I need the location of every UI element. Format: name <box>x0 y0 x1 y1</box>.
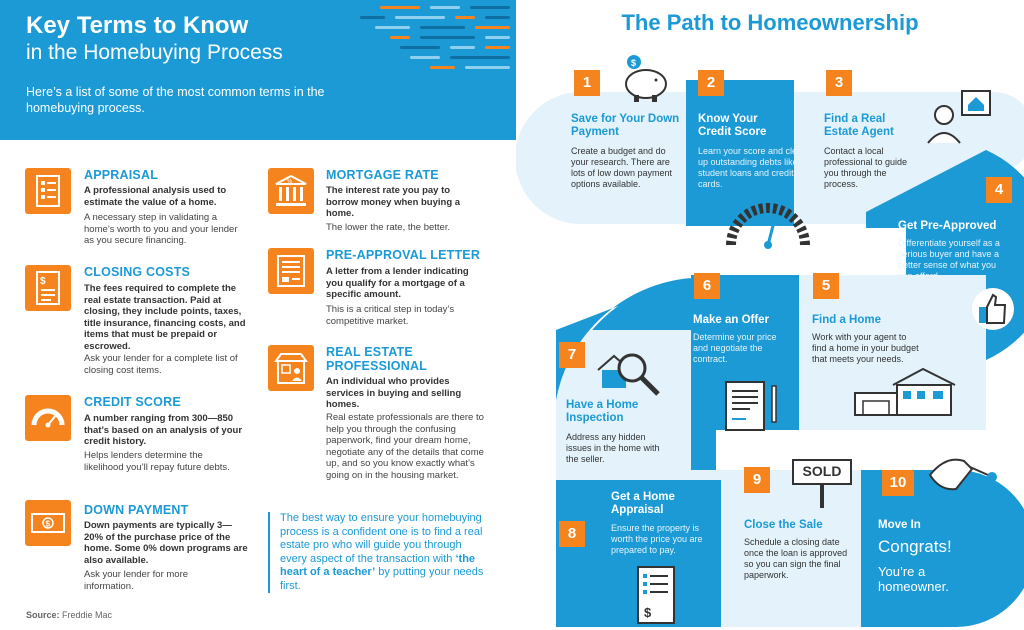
contract-pen-icon <box>724 380 784 437</box>
thumbs-up-icon <box>971 285 1015 338</box>
term-note-appraisal: A necessary step in validating a home’s worth to you and your lender as you secure financing. <box>84 212 238 246</box>
step-number-4: 4 <box>986 177 1012 203</box>
term-title-credit-score: CREDIT SCORE <box>84 395 181 409</box>
step-desc-7: Address any hidden issues in the home with the seller. <box>566 432 660 464</box>
step-desc-1: Create a budget and do your research. There are lots of low down payment options available. <box>571 146 673 189</box>
bank-percent-icon <box>268 168 314 214</box>
credit-gauge-icon <box>723 200 813 255</box>
svg-text:%: % <box>287 179 293 185</box>
step-title-2: Know Your Credit Score <box>698 113 767 138</box>
step-title-10: Move In <box>878 519 921 531</box>
step-title-4: Get Pre-Approved <box>898 220 997 232</box>
magnifier-house-icon <box>596 348 666 403</box>
sold-sign-text: SOLD <box>802 463 842 479</box>
svg-text:$: $ <box>40 276 46 287</box>
step-title-3: Find a Real Estate Agent <box>824 113 894 138</box>
step-desc-5: Work with your agent to find a home in your budget that meets your needs. <box>812 332 919 364</box>
storefront-agent-icon <box>268 345 314 391</box>
step-title-5: Find a Home <box>812 314 882 326</box>
source-label: Source: <box>26 610 60 620</box>
svg-text:$: $ <box>644 605 652 620</box>
quote-text-end: by putting your needs first. <box>280 566 484 592</box>
term-definition-mortgage-rate: The interest rate you pay to borrow money when buying a home. <box>326 185 461 219</box>
step-number-3: 3 <box>826 70 852 96</box>
key-terms-header <box>0 0 516 140</box>
term-definition-appraisal: A professional analysis used to estimate the value of a home. <box>84 185 227 208</box>
term-title-pre-approval-letter: PRE-APPROVAL LETTER <box>326 248 481 262</box>
source-value: Freddie Mac <box>62 610 113 620</box>
piggy-bank-icon <box>616 48 676 109</box>
step-title-9: Close the Sale <box>744 519 823 531</box>
step-desc-4: Differentiate yourself as a serious buyer and have a better sense of what you can afford. <box>898 238 1000 281</box>
step-desc-10-sub: You’re a homeowner. <box>878 564 949 594</box>
step-desc-8: Ensure the property is worth the price you are prepared to pay. <box>611 523 703 555</box>
step-number-2: 2 <box>698 70 724 96</box>
step-number-7: 7 <box>559 342 585 368</box>
step-number-8: 8 <box>559 521 585 547</box>
step-title-7: Have a Home Inspection <box>566 399 639 424</box>
term-title-closing-costs: CLOSING COSTS <box>84 265 191 279</box>
step-number-5: 5 <box>813 273 839 299</box>
quote-text: The best way to ensure your homebuying process is a confident one is to find a real estate pro who will guide you through every aspect of the transaction with <box>280 512 483 565</box>
house-icon <box>851 365 961 422</box>
term-note-down-payment: Ask your lender for more information. <box>84 569 189 592</box>
term-title-appraisal: APPRAISAL <box>84 168 159 182</box>
svg-text:$: $ <box>631 58 637 68</box>
term-definition-credit-score: A number ranging from 300—850 that’s based on an analysis of your credit history. <box>84 413 243 447</box>
step-number-1: 1 <box>574 70 600 96</box>
step-title-8: Get a Home Appraisal <box>611 491 675 516</box>
term-definition-down-payment: Down payments are typically 3—20% of the purchase price of the home. Some 0% down programs are also available. <box>84 520 248 566</box>
closing-costs-document-icon <box>25 265 71 311</box>
credit-score-gauge-icon <box>25 395 71 441</box>
term-note-mortgage-rate: The lower the rate, the better. <box>326 222 451 233</box>
pull-quote <box>268 512 486 593</box>
path-title: The Path to Homeownership <box>621 10 919 35</box>
step-number-10: 10 <box>882 470 914 496</box>
money-bill-icon <box>25 500 71 546</box>
step-desc-3: Contact a local professional to guide you through the process. <box>824 146 908 189</box>
appraisal-checklist-icon <box>25 168 71 214</box>
term-note-closing-costs: Ask your lender for a complete list of closing cost items. <box>84 353 238 376</box>
step-title-6: Make an Offer <box>693 314 770 326</box>
term-note-real-estate-professional: Real estate professionals are there to help you through the confusing paperwork, find your dream home, negotiate any of the details that come up, and so you know exactly what’s going on in the housing market. <box>326 412 484 481</box>
term-title-mortgage-rate: MORTGAGE RATE <box>326 168 439 182</box>
term-note-pre-approval-letter: This is a critical step in today’s competitive market. <box>326 304 455 327</box>
step-title-1: Save for Your Down Payment <box>571 113 680 138</box>
step-desc-9: Schedule a closing date once the loan is approved so you can sign the final paperwork. <box>744 537 848 580</box>
term-definition-pre-approval-letter: A letter from a lender indicating you qualify for a mortgage of a specific amount. <box>326 266 469 300</box>
term-definition-closing-costs: The fees required to complete the real estate transaction. Paid at closing, they include points, taxes, title insurance, financing costs, and items that must be prepaid or escrowed. <box>84 283 246 352</box>
term-definition-real-estate-professional: An individual who provides services in buying and selling homes. <box>326 376 462 410</box>
house-keys-icon <box>926 445 1006 505</box>
appraisal-document-icon <box>636 565 678 630</box>
path-to-homeownership-page <box>516 0 1024 627</box>
agent-house-icon <box>924 85 994 150</box>
page-title: Key Terms to Know <box>26 12 249 39</box>
step-number-9: 9 <box>744 467 770 493</box>
svg-text:$: $ <box>45 519 50 529</box>
quote-emphasis: ‘the heart of a teacher’ <box>280 552 476 578</box>
term-title-real-estate-professional: REAL ESTATE PROFESSIONAL <box>326 345 428 373</box>
term-title-down-payment: DOWN PAYMENT <box>84 503 189 517</box>
step-desc-2: Learn your score and clean up outstanding debts like student loans and credit cards. <box>698 146 808 189</box>
step-desc-6: Determine your price and negotiate the contract. <box>693 332 777 364</box>
intro-text: Here’s a list of some of the most common terms in the homebuying process. <box>26 85 325 115</box>
term-note-credit-score: Helps lenders determine the likelihood you’ll repay future debts. <box>84 450 230 473</box>
step-number-6: 6 <box>694 273 720 299</box>
step-desc-10: Congrats! <box>878 537 952 556</box>
letter-document-icon <box>268 248 314 294</box>
source-credit <box>26 610 112 620</box>
page-subtitle: in the Homebuying Process <box>26 41 283 64</box>
